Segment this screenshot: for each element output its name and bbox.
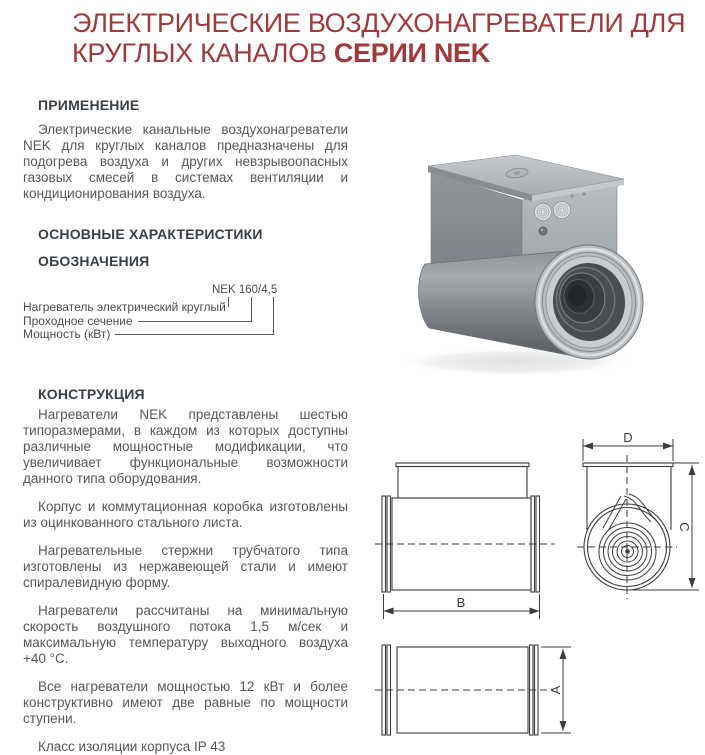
connector-tick [228, 297, 229, 307]
designation-row-section [23, 314, 252, 328]
product-photo [365, 88, 705, 388]
dimension-label-c: C [677, 522, 692, 532]
side-view-drawing [375, 463, 555, 619]
page-title-line2: КРУГЛЫХ КАНАЛОВ [72, 38, 334, 68]
connector-line [138, 321, 252, 322]
construction-section [23, 386, 348, 755]
construction-paragraph: Нагреватели рассчитаны на минимальную скорость воздушного потока 1,5 м/сек и максимальную температуру выходного воздуха +40 °С. [23, 603, 348, 666]
construction-paragraph: Нагреватели NEK представлены шестью типоразмерами, в каждом из которых доступны различные мощностные модификации, что увеличивает функциональные возможности данного типа оборудования. [23, 407, 348, 486]
construction-paragraph: Нагревательные стержни трубчатого типа изготовлены из нержавеющей стали и имеют спиралевидную форму. [23, 543, 348, 590]
text-column [23, 88, 348, 755]
product-photo-render [365, 88, 705, 388]
technical-drawings [365, 430, 705, 746]
dimension-label-d: D [623, 430, 633, 445]
insulation-class-note: Класс изоляции корпуса IP 43 [38, 739, 226, 754]
designation-diagram [23, 282, 348, 346]
page-title-line1: ЭЛЕКТРИЧЕСКИЕ ВОЗДУХОНАГРЕВАТЕЛИ ДЛЯ [72, 8, 686, 38]
screw [570, 194, 573, 197]
cable-gland [554, 202, 571, 219]
connector-line [115, 334, 274, 335]
page-title [72, 8, 692, 68]
page-title-series: СЕРИИ NEK [333, 38, 490, 68]
knob [539, 227, 547, 235]
designation-row-power [23, 327, 274, 341]
designation-label-type: Нагреватель электрический круглый [23, 300, 226, 314]
cable-gland [535, 204, 552, 221]
front-view-drawing [577, 430, 699, 599]
designation-label-section: Проходное сечение [23, 314, 133, 328]
characteristics-heading: ОСНОВНЫЕ ХАРАКТЕРИСТИКИ [38, 226, 263, 242]
construction-paragraph: Корпус и коммутационная коробка изготовлены из оцинкованного стального листа. [23, 499, 348, 530]
designation-heading: ОБОЗНАЧЕНИЯ [38, 253, 150, 269]
application-paragraph: Электрические канальные воздухонагреватели NEK для круглых каналов предназначены для подогрева воздуха и других невзрывоопасных газовых смесей в системах вентиляции и кондиционирования воздуха. [23, 122, 348, 201]
dimension-label-a: A [548, 685, 563, 695]
application-heading: ПРИМЕНЕНИЕ [38, 97, 140, 113]
designation-label-power: Мощность (кВт) [23, 327, 111, 341]
construction-paragraph: Все нагреватели мощностью 12 кВт и более конструктивно имеют две равные по мощности ступени. [23, 679, 348, 726]
designation-code: NEK 160/4,5 [212, 284, 278, 296]
drawings-svg [365, 430, 705, 746]
screw [582, 192, 585, 195]
duct-view-drawing [375, 645, 571, 735]
construction-heading: КОНСТРУКЦИЯ [38, 386, 145, 402]
dimension-label-b: B [456, 595, 466, 610]
designation-row-type [23, 300, 229, 314]
connector-tick [273, 297, 274, 334]
connector-tick [251, 297, 252, 321]
